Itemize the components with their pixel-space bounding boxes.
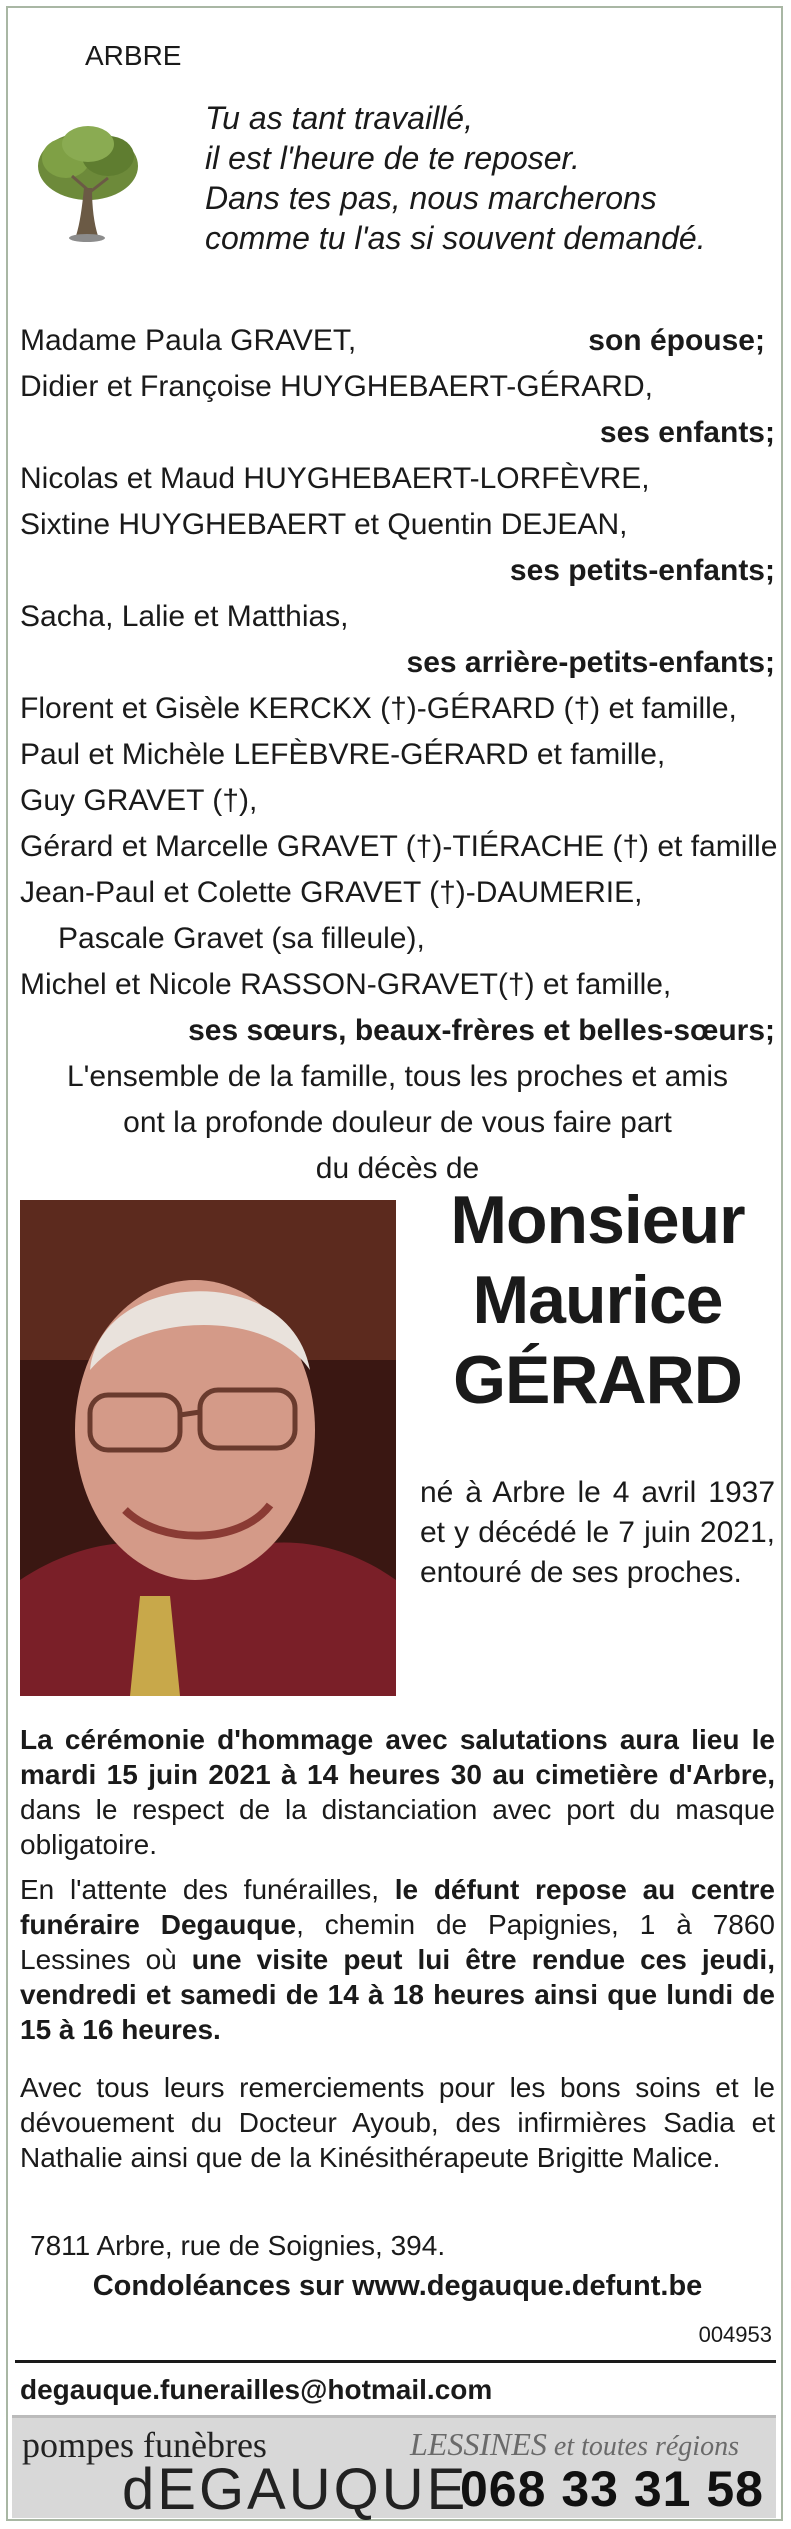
family-member: Sacha, Lalie et Matthias,	[20, 600, 349, 633]
deceased-first-name: Maurice	[472, 1262, 723, 1338]
family-line	[20, 870, 775, 916]
family-member: Jean-Paul et Colette GRAVET (†)-DAUMERIE,	[20, 876, 643, 909]
family-line	[20, 1100, 775, 1146]
reference-number: 004953	[698, 2322, 772, 2347]
family-member: Nicolas et Maud HUYGHEBAERT-LORFÈVRE,	[20, 462, 650, 495]
family-member: Florent et Gisèle KERCKX (†)-GÉRARD (†) et famille,	[20, 692, 737, 725]
region-city: LESSINES	[410, 2426, 547, 2462]
closing-text: du décès de	[315, 1152, 480, 1185]
family-line	[20, 410, 775, 456]
family-line	[20, 732, 775, 778]
ceremony-paragraph	[20, 1722, 775, 1862]
visitation-text: En l'attente des funérailles,	[20, 1874, 395, 1905]
family-line	[20, 318, 775, 364]
family-line	[20, 594, 775, 640]
visitation-bold: le défunt repose au centre funéraire Degauque	[20, 1874, 775, 1940]
family-line	[20, 916, 775, 962]
family-member: Paul et Michèle LEFÈBVRE-GÉRARD et famille,	[20, 738, 666, 771]
region-label	[410, 2426, 739, 2463]
pompes-funebres-label: pompes funèbres	[22, 2425, 267, 2465]
family-line	[20, 502, 775, 548]
relation-label: ses petits-enfants;	[509, 554, 775, 587]
region-rest: et toutes régions	[546, 2431, 739, 2462]
family-list	[20, 318, 778, 1192]
condolences-link[interactable]: Condoléances sur www.degauque.defunt.be	[92, 2270, 703, 2302]
poem-line: il est l'heure de te reposer.	[205, 140, 580, 176]
family-line	[20, 824, 778, 870]
deceased-title: Monsieur	[450, 1182, 745, 1258]
relation-label: ses enfants;	[599, 416, 775, 449]
deceased-last-name: GÉRARD	[453, 1342, 742, 1418]
closing-text: ont la profonde douleur de vous faire part	[123, 1106, 672, 1139]
poem-line: Dans tes pas, nous marcherons	[205, 180, 657, 216]
family-line	[20, 686, 775, 732]
family-line	[20, 1054, 775, 1100]
family-line	[20, 548, 775, 594]
funeral-home-banner	[12, 2415, 776, 2522]
ceremony-bold: La cérémonie d'hommage avec salutations aura lieu le mardi 15 juin 2021 à 14 heures 30 au cimetière d'Arbre,	[20, 1724, 775, 1790]
poem	[205, 98, 765, 258]
poem-line: comme tu l'as si souvent demandé.	[205, 220, 706, 256]
family-member: Gérard et Marcelle GRAVET (†)-TIÉRACHE (†) et famille	[20, 830, 778, 863]
poem-line: Tu as tant travaillé,	[205, 100, 473, 136]
closing-text: L'ensemble de la famille, tous les proches et amis	[66, 1060, 729, 1093]
relation-label: ses arrière-petits-enfants;	[406, 646, 775, 679]
visitation-bold: une visite peut lui être rendue ces jeudi, vendredi et samedi de 14 à 18 heures ainsi que lundi de 15 à 16 heures.	[20, 1944, 775, 2045]
divider	[15, 2360, 776, 2363]
family-line	[20, 456, 775, 502]
family-member: Michel et Nicole RASSON-GRAVET(†) et famille,	[20, 968, 672, 1001]
visitation-text: , chemin de Papignies, 1 à 7860 Lessines où	[20, 1909, 775, 1975]
spouse-name: Madame Paula GRAVET,	[20, 324, 357, 357]
visitation-paragraph	[20, 1872, 775, 2047]
birth-death-text: né à Arbre le 4 avril 1937 et y décédé le 7 juin 2021, entouré de ses proches.	[420, 1476, 775, 1589]
deceased-photo	[20, 1200, 396, 1696]
family-member: Guy GRAVET (†),	[20, 784, 258, 817]
family-line	[20, 640, 775, 686]
family-member: Didier et Françoise HUYGHEBAERT-GÉRARD,	[20, 370, 653, 403]
thanks-paragraph: Avec tous leurs remerciements pour les bons soins et le dévouement du Docteur Ayoub, des infirmières Sadia et Nathalie ainsi que de la Kinésithérapeute Brigitte Malice.	[20, 2072, 775, 2173]
family-address: 7811 Arbre, rue de Soignies, 394.	[30, 2230, 446, 2261]
village-name: ARBRE	[85, 40, 182, 71]
relation-label: son épouse;	[588, 324, 765, 357]
olive-tree-icon	[32, 118, 144, 248]
family-line	[20, 962, 775, 1008]
phone-number[interactable]: 068 33 31 58	[460, 2461, 764, 2517]
family-line	[20, 778, 775, 824]
relation-label: ses sœurs, beaux-frères et belles-sœurs;	[188, 1014, 775, 1047]
contact-email[interactable]: degauque.funerailles@hotmail.com	[20, 2374, 493, 2405]
family-line	[20, 364, 775, 410]
degauque-logo: dEGAUQUE	[122, 2457, 469, 2522]
family-member: Sixtine HUYGHEBAERT et Quentin DEJEAN,	[20, 508, 628, 541]
ceremony-text: dans le respect de la distanciation avec port du masque obligatoire.	[20, 1794, 775, 1860]
family-member: Pascale Gravet (sa filleule),	[58, 922, 425, 955]
family-line	[20, 1008, 775, 1054]
